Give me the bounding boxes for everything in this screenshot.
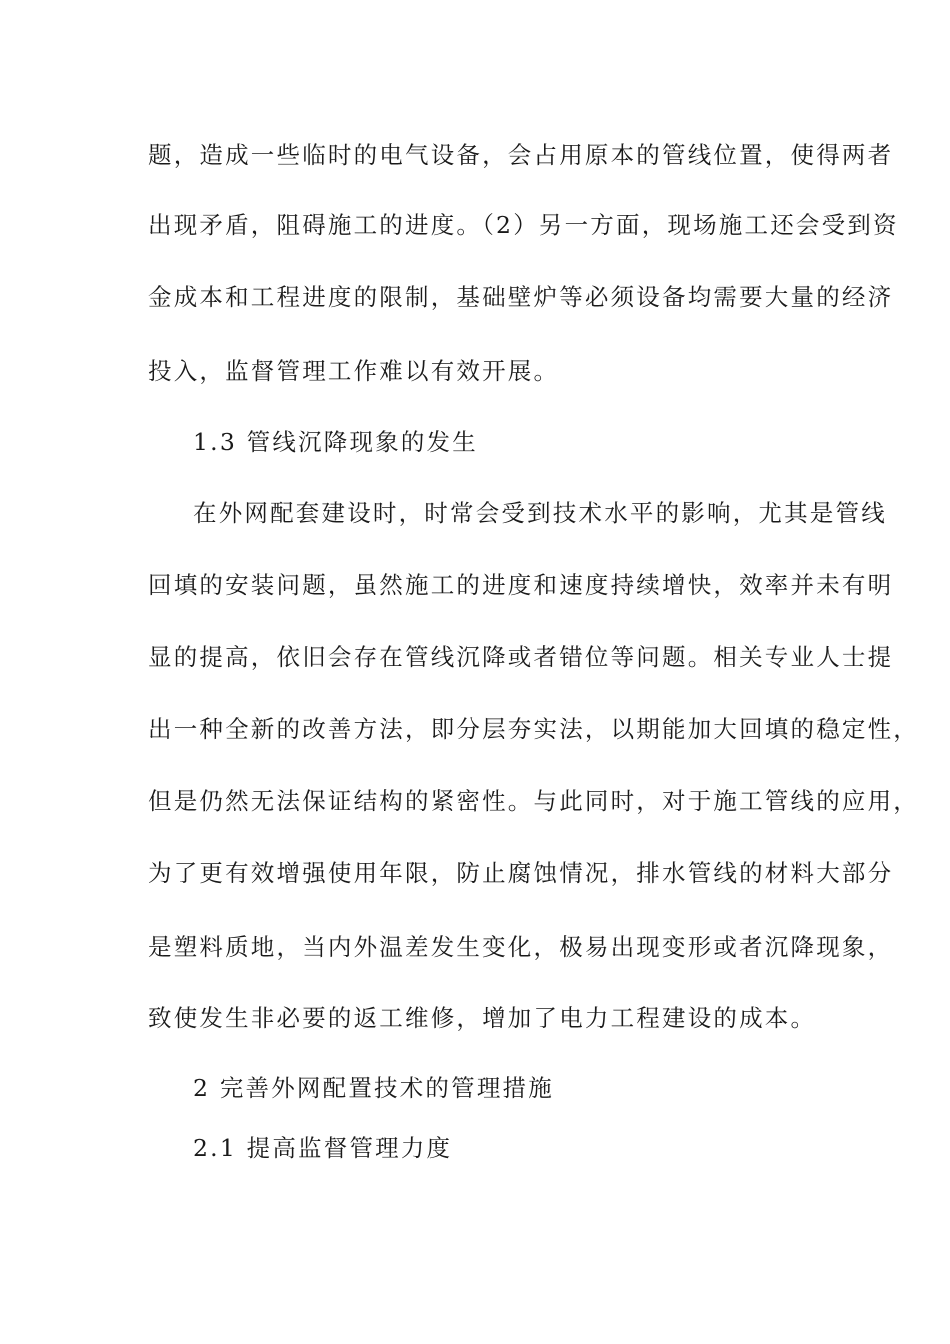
section-heading: 2 完善外网配置技术的管理措施 bbox=[193, 1074, 554, 1102]
paragraph-line: 出一种全新的改善方法，即分层夯实法，以期能加大回填的稳定性， bbox=[148, 715, 919, 743]
paragraph-line: 显的提高，依旧会存在管线沉降或者错位等问题。相关专业人士提 bbox=[148, 643, 894, 671]
paragraph-line: 投入，监督管理工作难以有效开展。 bbox=[148, 357, 560, 385]
subsection-heading: 2.1 提高监督管理力度 bbox=[193, 1134, 453, 1162]
paragraph-line: 题，造成一些临时的电气设备，会占用原本的管线位置，使得两者 bbox=[148, 141, 894, 169]
paragraph-line: 金成本和工程进度的限制，基础壁炉等必须设备均需要大量的经济 bbox=[148, 283, 894, 311]
paragraph-line: 在外网配套建设时，时常会受到技术水平的影响，尤其是管线 bbox=[193, 499, 887, 527]
section-heading: 1.3 管线沉降现象的发生 bbox=[193, 428, 478, 456]
paragraph-line: 是塑料质地，当内外温差发生变化，极易出现变形或者沉降现象， bbox=[148, 933, 894, 961]
paragraph-line: 回填的安装问题，虽然施工的进度和速度持续增快，效率并未有明 bbox=[148, 571, 894, 599]
paragraph-line: 出现矛盾，阻碍施工的进度。（2）另一方面，现场施工还会受到资 bbox=[148, 211, 899, 239]
paragraph-line: 但是仍然无法保证结构的紧密性。与此同时，对于施工管线的应用， bbox=[148, 787, 919, 815]
paragraph-line: 为了更有效增强使用年限，防止腐蚀情况，排水管线的材料大部分 bbox=[148, 859, 894, 887]
paragraph-line: 致使发生非必要的返工维修，增加了电力工程建设的成本。 bbox=[148, 1004, 817, 1032]
